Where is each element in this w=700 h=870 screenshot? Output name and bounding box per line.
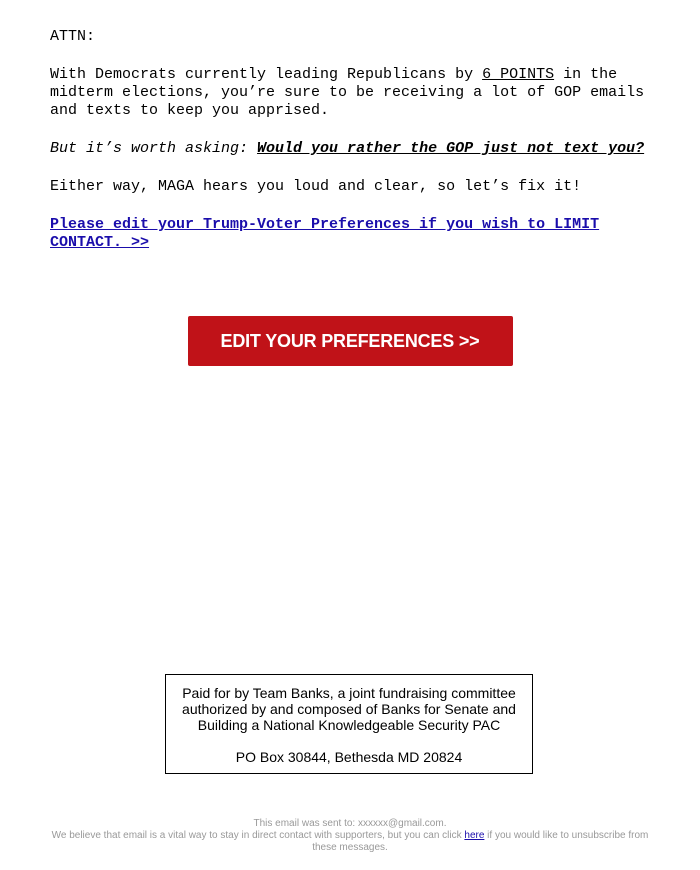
- unsubscribe-line: [40, 830, 660, 854]
- limit-contact-link[interactable]: Please edit your Trump-Voter Preferences if you wish to LIMIT CONTACT. >>: [50, 216, 600, 251]
- unsubscribe-before: We believe that email is a vital way to stay in direct contact with supporters, but you can click: [51, 830, 465, 841]
- para1-after: in the midterm elections, you’re sure to be receiving a lot of GOP emails and texts to keep you apprised.: [50, 66, 645, 119]
- paragraph-worth-asking: [50, 140, 650, 158]
- paragraph-limit-contact: [50, 216, 650, 252]
- ask-question: Would you rather the GOP just not text you?: [257, 140, 645, 157]
- edit-preferences-button[interactable]: EDIT YOUR PREFERENCES >>: [188, 316, 513, 366]
- six-points-highlight: 6 POINTS: [482, 66, 555, 83]
- mailing-address: PO Box 30844, Bethesda MD 20824: [235, 749, 463, 765]
- ask-lead: But it’s worth asking:: [50, 140, 258, 157]
- sent-to-line: This email was sent to: xxxxxx@gmail.com.: [253, 818, 447, 829]
- email-body: [50, 28, 650, 272]
- paid-for-disclaimer: [165, 674, 533, 774]
- cta-container: [0, 316, 700, 366]
- unsubscribe-after: if you would like to unsubscribe from these messages.: [312, 830, 649, 853]
- unsubscribe-link[interactable]: here: [464, 830, 485, 841]
- email-footer: [40, 818, 660, 854]
- paragraph-democrats-leading: [50, 66, 650, 120]
- para1-before: With Democrats currently leading Republicans by: [50, 66, 483, 83]
- paid-for-text: Paid for by Team Banks, a joint fundraising committee authorized by and composed of Banks for Senate and Building a National Knowledgeable Security PAC: [182, 685, 516, 733]
- paragraph-maga-hears: Either way, MAGA hears you loud and clear, so let’s fix it!: [50, 178, 582, 195]
- greeting: ATTN:: [50, 28, 96, 45]
